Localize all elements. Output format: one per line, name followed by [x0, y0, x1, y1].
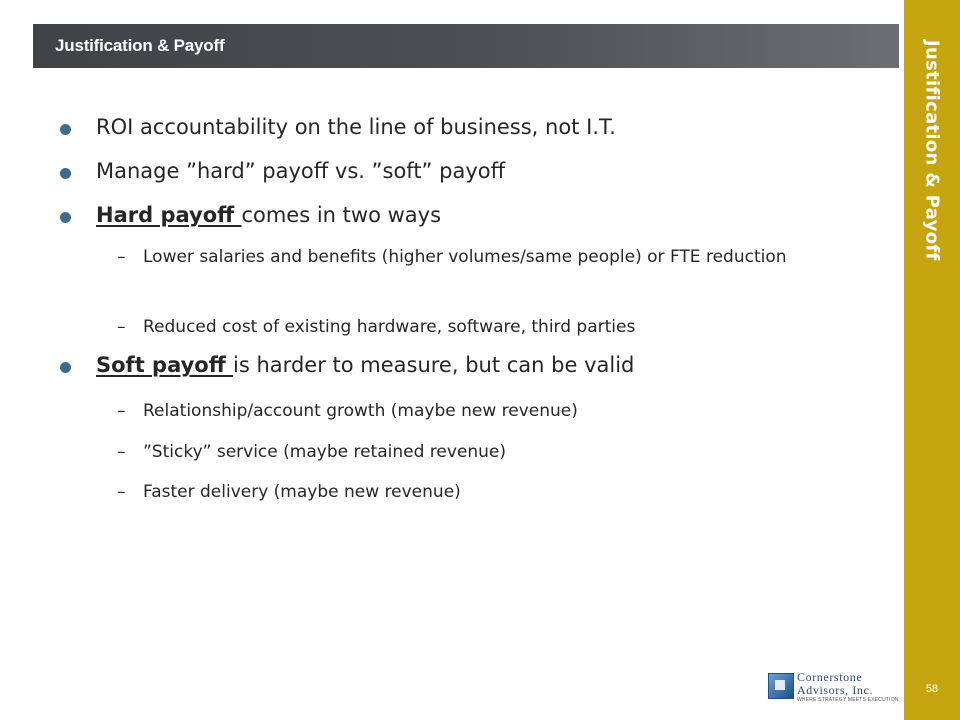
bullet-item: [96, 203, 441, 227]
bullet-emphasis: Soft payoff: [96, 353, 234, 377]
bullet-emphasis: Hard payoff: [96, 203, 242, 227]
bullet-text: Manage ”hard” payoff vs. ”soft” payoff: [96, 159, 506, 183]
bullet-dot: [60, 124, 71, 135]
dash-marker: –: [117, 317, 126, 337]
bullet-text: is harder to measure, but can be valid: [233, 353, 635, 377]
bullet-dot: [60, 212, 71, 223]
sub-bullet-item: [117, 396, 853, 427]
sub-bullet-item: [117, 312, 853, 343]
sub-bullet-item: [117, 437, 853, 468]
dash-marker: –: [117, 401, 126, 421]
sub-bullet-item: [117, 477, 853, 508]
dash-marker: –: [117, 442, 126, 462]
sub-bullet-text: Relationship/account growth (maybe new revenue): [143, 401, 578, 421]
bullet-item: [96, 115, 616, 139]
sub-bullet-text: Faster delivery (maybe new revenue): [143, 482, 461, 502]
sub-bullet-text: ”Sticky” service (maybe retained revenue): [143, 442, 507, 462]
dash-marker: –: [117, 482, 126, 502]
bullet-dot: [60, 362, 71, 373]
sub-bullet-text: Reduced cost of existing hardware, software, third parties: [143, 317, 636, 337]
logo-line-2: Advisors, Inc.: [797, 683, 874, 697]
logo-mark-icon: [768, 673, 794, 699]
bullet-dot: [60, 168, 71, 179]
side-title: [904, 40, 960, 290]
bullet-item: [96, 353, 634, 377]
slide-section-title: Justification & Payoff: [55, 36, 225, 55]
dash-marker: –: [117, 247, 126, 267]
logo-tagline: WHERE STRATEGY MEETS EXECUTION: [797, 697, 899, 703]
side-title-text: Justification & Payoff: [921, 40, 943, 261]
bullet-text: comes in two ways: [241, 203, 442, 227]
sub-bullet-item: [117, 242, 853, 273]
bullet-text: ROI accountability on the line of business, not I.T.: [96, 115, 616, 139]
sub-bullet-text: Lower salaries and benefits (higher volumes/same people) or FTE reduction: [143, 247, 787, 267]
company-logo: [768, 670, 899, 704]
bullet-item: [96, 159, 505, 183]
page-number: 58: [925, 683, 939, 695]
logo-line-1: Cornerstone: [797, 670, 863, 684]
